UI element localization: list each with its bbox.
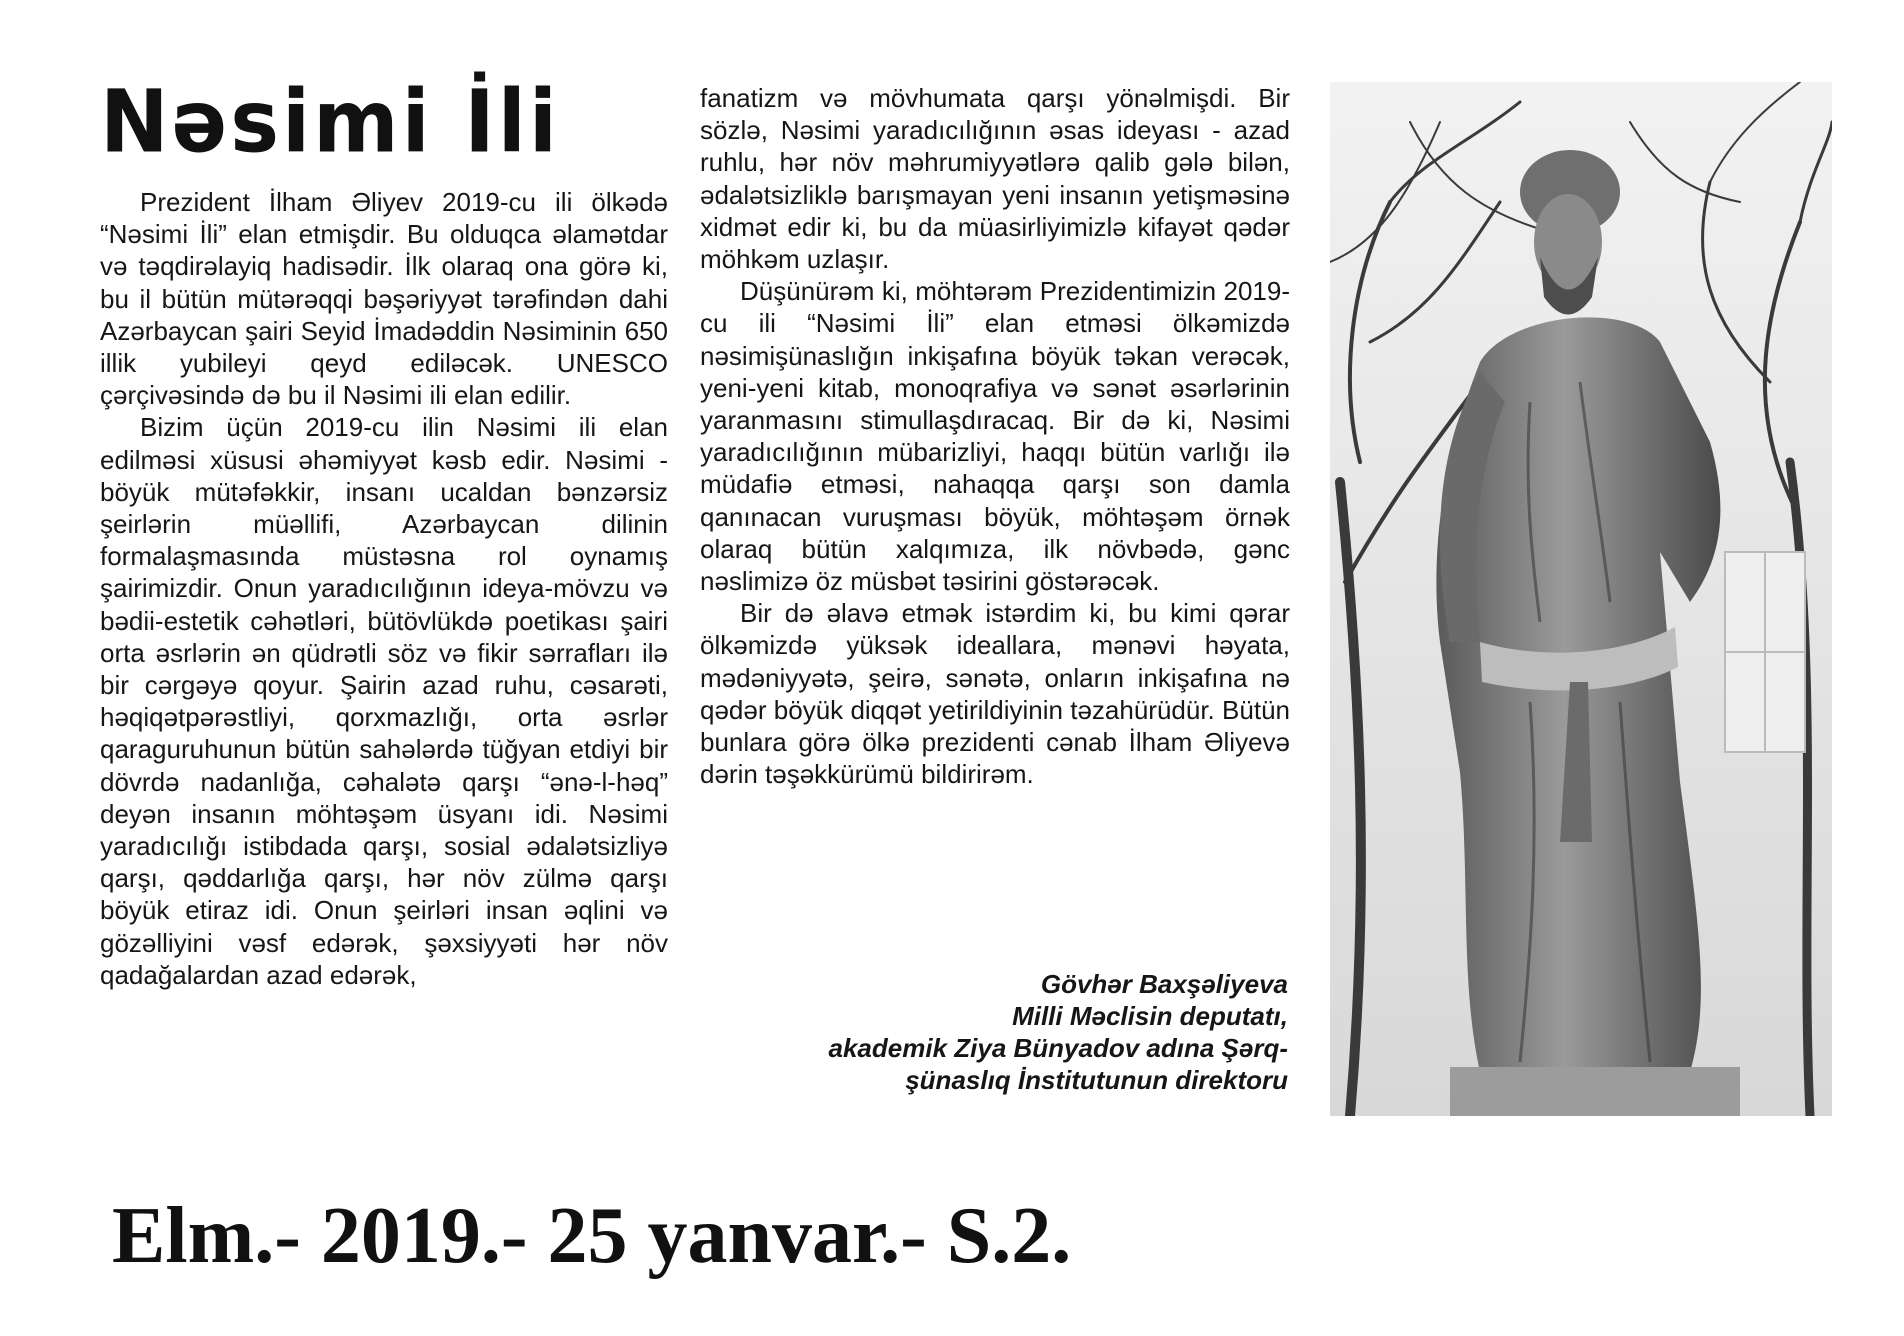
article-headline: Nəsimi İli — [100, 72, 560, 173]
article-paragraph: Bizim üçün 2019-cu ilin Nəsimi ili elan edilməsi xüsusi əhəmiyyət kəsb edir. Nəsimi - böyük mütəfəkkir, insanı ucaldan bənzərsiz şeirlərin müəllifi, Azərbaycan dilinin formalaşmasında müstəsna rol oynamış şairimizdir. Onun yaradıcılığının ideya-mövzu və bədii-estetik cəhətləri, bütövlükdə poetikası şairi orta əsrlərin ən qüdrətli söz və fikir sərrafları ilə bir cərgəyə qoyur. Şairin azad ruhu, cəsarəti, həqiqətpərəstliyi, qorxmazlığı, orta əsrlər qaraguruhunun bütün sahələrdə tüğyan etdiyi bir dövrdə nadanlığa, cəhalətə qarşı “ənə-l-həq” deyən insanın möhtəşəm üsyanı idi. Nəsimi yaradıcılığı istibdada qarşı, sosial ədalətsizliyə qarşı, qəddarlığa qarşı, hər növ zülmə qarşı böyük etiraz idi. Onun şeirləri insan əqlini və gözəlliyini vəsf edərək, şəxsiyyəti hər növ qadağalardan azad edərək, — [100, 412, 668, 990]
article-paragraph: Düşünürəm ki, möhtərəm Prezidentimizin 2019-cu ili “Nəsimi İli” elan etməsi ölkəmizdə nəsimişünaslığın inkişafına böyük təkan verəcək, yeni-yeni kitab, monoqrafiya və sənət əsərlərinin yaranmasını stimullaşdıracaq. Bir də ki, Nəsimi yaradıcılığının mübarizliyi, haqqı bütün varlığı ilə müdafiə etməsi, nahaqqa qarşı son damla qanınacan vuruşması böyük, möhtəşəm örnək olaraq bütün xalqımıza, ilk növbədə, gənc nəslimizə öz müsbət təsirini göstərəcək. — [700, 276, 1290, 597]
article-column-2 — [700, 82, 1290, 790]
author-signature — [700, 968, 1288, 1096]
author-title: Milli Məclisin deputatı, — [1012, 1001, 1288, 1031]
source-citation: Elm.- 2019.- 25 yanvar.- S.2. — [112, 1192, 1072, 1280]
author-title: akademik Ziya Bünyadov adına Şərq- — [828, 1033, 1288, 1063]
article-paragraph: Bir də əlavə etmək istərdim ki, bu kimi qərar ölkəmizdə yüksək ideallara, mənəvi həyata, mədəniyyətə, şeirə, sənətə, onların inkişafına nə qədər böyük diqqət yetirildiyinin təzahürüdür. Bütün bunlara görə ölkə prezidenti cənab İlham Əliyevə dərin təşəkkürümü bildirirəm. — [700, 598, 1290, 790]
article-column-1 — [100, 186, 668, 991]
article-paragraph: fanatizm və mövhumata qarşı yönəlmişdi. Bir sözlə, Nəsimi yaradıcılığının əsas ideyası - azad ruhlu, hər növ məhrumiyyətlərə qalib gələ bilən, ədalətsizliklə barışmayan yeni insanın yetişməsinə xidmət edir ki, bu da müasirliyimizlə kifayət qədər möhkəm uzlaşır. — [700, 83, 1290, 275]
statue-photo — [1330, 82, 1832, 1116]
author-title: şünaslıq İnstitutunun direktoru — [905, 1065, 1288, 1095]
statue-photo-illustration — [1330, 82, 1832, 1116]
article-paragraph: Prezident İlham Əliyev 2019-cu ili ölkədə “Nəsimi İli” elan etmişdir. Bu olduqca əlamətdar və təqdirəlayiq hadisədir. İlk olaraq ona görə ki, bu il bütün mütərəqqi bəşəriyyət tərəfindən dahi Azərbaycan şairi Seyid İmadəddin Nəsiminin 650 illik yubileyi qeyd ediləcək. UNESCO çərçivəsində də bu il Nəsimi ili elan edilir. — [100, 187, 668, 411]
author-name: Gövhər Baxşəliyeva — [1040, 969, 1288, 999]
